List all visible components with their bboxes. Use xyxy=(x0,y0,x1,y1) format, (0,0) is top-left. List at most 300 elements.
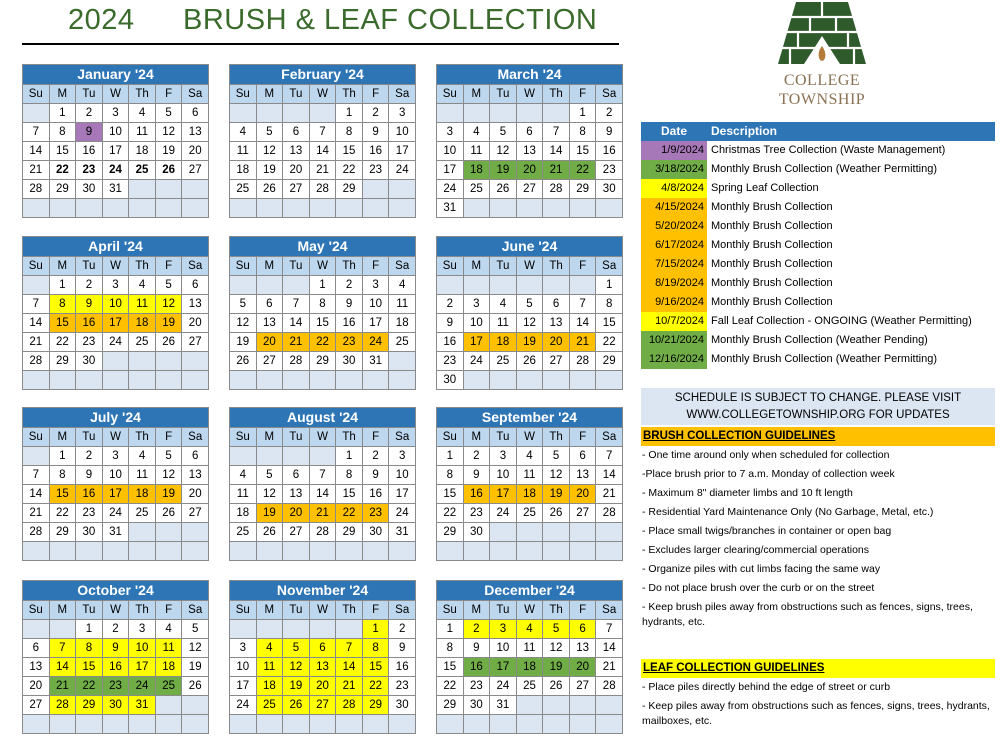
day-cell: 9 xyxy=(103,639,129,657)
day-cell: 5 xyxy=(156,104,182,122)
month-calendar xyxy=(229,407,416,561)
weekday-header: Su xyxy=(437,257,463,275)
day-cell: 25 xyxy=(230,523,256,541)
guideline-item: - Organize piles with cut limbs facing the same way xyxy=(642,563,881,575)
month-title: March '24 xyxy=(437,65,622,84)
empty-cell xyxy=(103,371,129,389)
empty-cell xyxy=(490,371,516,389)
empty-cell xyxy=(389,199,415,217)
day-cell: 26 xyxy=(257,523,283,541)
day-cell: 12 xyxy=(490,142,516,160)
weekday-header: M xyxy=(50,601,76,619)
empty-cell xyxy=(543,542,569,560)
empty-cell xyxy=(570,696,596,714)
day-cell: 1 xyxy=(310,276,336,294)
day-cell: 13 xyxy=(182,295,208,313)
empty-cell xyxy=(50,715,76,733)
day-cell: 26 xyxy=(543,677,569,695)
day-cell: 11 xyxy=(230,485,256,503)
logo-text-township: TOWNSHIP xyxy=(778,91,866,108)
day-cell: 5 xyxy=(543,620,569,638)
weekday-header: Su xyxy=(437,601,463,619)
day-cell: 20 xyxy=(182,142,208,160)
day-cell: 30 xyxy=(336,352,362,370)
weekday-header: Sa xyxy=(182,85,208,103)
day-cell: 9 xyxy=(363,466,389,484)
day-cell: 14 xyxy=(570,314,596,332)
empty-cell xyxy=(50,542,76,560)
day-cell: 28 xyxy=(543,180,569,198)
empty-cell xyxy=(182,180,208,198)
weekday-header: Th xyxy=(543,257,569,275)
day-cell: 29 xyxy=(437,696,463,714)
empty-cell xyxy=(103,715,129,733)
day-cell: 25 xyxy=(257,696,283,714)
empty-cell xyxy=(517,104,543,122)
empty-cell xyxy=(389,542,415,560)
day-cell: 16 xyxy=(464,485,490,503)
weekday-header: F xyxy=(570,428,596,446)
guideline-item: -Place brush prior to 7 a.m. Monday of collection week xyxy=(642,468,895,480)
day-cell: 21 xyxy=(596,485,622,503)
empty-cell xyxy=(490,715,516,733)
schedule-date: 8/19/2024 xyxy=(641,274,707,293)
day-cell: 23 xyxy=(336,333,362,351)
weekday-header: Th xyxy=(543,428,569,446)
day-cell: 13 xyxy=(283,485,309,503)
day-cell: 1 xyxy=(363,620,389,638)
day-cell: 6 xyxy=(517,123,543,141)
day-cell: 11 xyxy=(129,295,155,313)
day-cell: 4 xyxy=(230,466,256,484)
day-cell: 21 xyxy=(310,504,336,522)
month-calendar xyxy=(229,64,416,218)
day-cell: 17 xyxy=(389,142,415,160)
day-cell: 10 xyxy=(437,142,463,160)
day-cell: 10 xyxy=(103,466,129,484)
day-cell: 22 xyxy=(50,504,76,522)
day-cell: 30 xyxy=(363,523,389,541)
empty-cell xyxy=(129,523,155,541)
day-cell: 14 xyxy=(596,466,622,484)
empty-cell xyxy=(336,371,362,389)
empty-cell xyxy=(543,715,569,733)
empty-cell xyxy=(230,620,256,638)
day-cell: 29 xyxy=(76,696,102,714)
weekday-header: Tu xyxy=(76,85,102,103)
day-cell: 27 xyxy=(283,523,309,541)
empty-cell xyxy=(156,352,182,370)
empty-cell xyxy=(310,542,336,560)
month-title: December '24 xyxy=(437,581,622,600)
day-cell: 28 xyxy=(23,523,49,541)
day-cell: 25 xyxy=(464,180,490,198)
day-cell: 2 xyxy=(363,104,389,122)
day-cell: 7 xyxy=(336,639,362,657)
empty-cell xyxy=(156,523,182,541)
month-title: June '24 xyxy=(437,237,622,256)
day-cell: 1 xyxy=(437,447,463,465)
empty-cell xyxy=(156,371,182,389)
empty-cell xyxy=(23,447,49,465)
day-cell: 11 xyxy=(389,295,415,313)
weekday-header: Th xyxy=(129,601,155,619)
day-cell: 29 xyxy=(336,180,362,198)
day-cell: 8 xyxy=(336,123,362,141)
schedule-description: Monthly Brush Collection xyxy=(711,239,833,251)
day-cell: 28 xyxy=(310,180,336,198)
day-cell: 7 xyxy=(596,447,622,465)
month-title: January '24 xyxy=(23,65,208,84)
day-cell: 24 xyxy=(103,504,129,522)
schedule-row xyxy=(641,236,995,255)
month-title: July '24 xyxy=(23,408,208,427)
weekday-header: W xyxy=(103,85,129,103)
day-cell: 13 xyxy=(182,466,208,484)
day-cell: 18 xyxy=(129,142,155,160)
schedule-row xyxy=(641,141,995,160)
day-cell: 10 xyxy=(103,123,129,141)
weekday-header: Sa xyxy=(596,428,622,446)
weekday-header: W xyxy=(103,257,129,275)
day-cell: 28 xyxy=(283,352,309,370)
day-cell: 4 xyxy=(129,447,155,465)
day-cell: 15 xyxy=(336,485,362,503)
weekday-header: W xyxy=(517,257,543,275)
day-cell: 14 xyxy=(50,658,76,676)
day-cell: 3 xyxy=(129,620,155,638)
day-cell: 13 xyxy=(23,658,49,676)
day-cell: 20 xyxy=(283,504,309,522)
weekday-header: Tu xyxy=(76,428,102,446)
empty-cell xyxy=(283,542,309,560)
weekday-header: Tu xyxy=(76,601,102,619)
day-cell: 26 xyxy=(283,696,309,714)
schedule-description: Christmas Tree Collection (Waste Management) xyxy=(711,144,946,156)
empty-cell xyxy=(543,276,569,294)
empty-cell xyxy=(363,542,389,560)
empty-cell xyxy=(283,620,309,638)
empty-cell xyxy=(570,523,596,541)
day-cell: 7 xyxy=(543,123,569,141)
day-cell: 26 xyxy=(517,352,543,370)
empty-cell xyxy=(182,715,208,733)
day-cell: 9 xyxy=(464,466,490,484)
day-cell: 22 xyxy=(76,677,102,695)
day-cell: 7 xyxy=(310,123,336,141)
empty-cell xyxy=(437,715,463,733)
weekday-header: W xyxy=(517,428,543,446)
day-cell: 6 xyxy=(182,276,208,294)
day-cell: 9 xyxy=(76,466,102,484)
empty-cell xyxy=(23,104,49,122)
empty-cell xyxy=(437,104,463,122)
day-cell: 31 xyxy=(129,696,155,714)
day-cell: 27 xyxy=(310,696,336,714)
day-cell: 24 xyxy=(490,504,516,522)
day-cell: 22 xyxy=(596,333,622,351)
day-cell: 25 xyxy=(156,677,182,695)
day-cell: 7 xyxy=(50,639,76,657)
day-cell: 20 xyxy=(283,161,309,179)
empty-cell xyxy=(437,276,463,294)
month-title: August '24 xyxy=(230,408,415,427)
day-cell: 4 xyxy=(129,276,155,294)
day-cell: 14 xyxy=(310,142,336,160)
weekday-header: F xyxy=(156,85,182,103)
empty-cell xyxy=(257,199,283,217)
weekday-header: Tu xyxy=(283,428,309,446)
schedule-date: 3/18/2024 xyxy=(641,160,707,179)
day-cell: 30 xyxy=(437,371,463,389)
day-cell: 20 xyxy=(543,333,569,351)
day-cell: 29 xyxy=(310,352,336,370)
day-cell: 6 xyxy=(257,295,283,313)
day-cell: 25 xyxy=(517,677,543,695)
day-cell: 19 xyxy=(156,314,182,332)
empty-cell xyxy=(570,715,596,733)
empty-cell xyxy=(76,371,102,389)
weekday-header: Tu xyxy=(283,257,309,275)
day-cell: 23 xyxy=(76,504,102,522)
weekday-header: Th xyxy=(129,428,155,446)
notice-line-2: WWW.COLLEGETOWNSHIP.ORG FOR UPDATES xyxy=(686,409,950,421)
day-cell: 1 xyxy=(570,104,596,122)
day-cell: 21 xyxy=(23,333,49,351)
month-calendar xyxy=(436,407,623,561)
day-cell: 25 xyxy=(517,504,543,522)
brick-a-logo-icon xyxy=(776,0,868,66)
day-cell: 8 xyxy=(50,295,76,313)
day-cell: 2 xyxy=(464,447,490,465)
schedule-row xyxy=(641,160,995,179)
day-cell: 15 xyxy=(336,142,362,160)
day-cell: 26 xyxy=(156,333,182,351)
day-cell: 8 xyxy=(50,123,76,141)
weekday-header: Sa xyxy=(389,601,415,619)
schedule-description: Monthly Brush Collection xyxy=(711,201,833,213)
day-cell: 4 xyxy=(230,123,256,141)
weekday-header: F xyxy=(156,428,182,446)
empty-cell xyxy=(23,542,49,560)
weekday-header: F xyxy=(363,601,389,619)
weekday-header: Tu xyxy=(283,601,309,619)
schedule-date: 6/17/2024 xyxy=(641,236,707,255)
day-cell: 10 xyxy=(490,639,516,657)
guideline-item: - Maximum 8" diameter limbs and 10 ft length xyxy=(642,487,853,499)
day-cell: 14 xyxy=(596,639,622,657)
empty-cell xyxy=(50,620,76,638)
empty-cell xyxy=(363,180,389,198)
weekday-header: Th xyxy=(129,85,155,103)
schedule-table-header xyxy=(641,122,995,141)
day-cell: 1 xyxy=(596,276,622,294)
empty-cell xyxy=(596,542,622,560)
day-cell: 17 xyxy=(129,658,155,676)
day-cell: 30 xyxy=(76,523,102,541)
empty-cell xyxy=(129,715,155,733)
day-cell: 8 xyxy=(437,639,463,657)
weekday-header: W xyxy=(310,428,336,446)
day-cell: 24 xyxy=(389,504,415,522)
weekday-header: Sa xyxy=(182,428,208,446)
day-cell: 10 xyxy=(389,466,415,484)
day-cell: 8 xyxy=(437,466,463,484)
empty-cell xyxy=(182,696,208,714)
guideline-item: - Keep piles away from obstructions such as fences, signs, trees, hydrants, mailboxes, etc. xyxy=(642,700,990,727)
weekday-header: M xyxy=(257,428,283,446)
date-column-header: Date xyxy=(660,124,687,138)
schedule-date: 5/20/2024 xyxy=(641,217,707,236)
day-cell: 10 xyxy=(464,314,490,332)
day-cell: 12 xyxy=(517,314,543,332)
logo-text-college: COLLEGE xyxy=(783,72,861,89)
day-cell: 19 xyxy=(490,161,516,179)
day-cell: 18 xyxy=(230,161,256,179)
empty-cell xyxy=(490,276,516,294)
weekday-header: Sa xyxy=(389,85,415,103)
weekday-header: Sa xyxy=(182,601,208,619)
day-cell: 10 xyxy=(490,466,516,484)
empty-cell xyxy=(517,199,543,217)
day-cell: 2 xyxy=(76,276,102,294)
weekday-header: W xyxy=(310,85,336,103)
day-cell: 15 xyxy=(50,485,76,503)
day-cell: 11 xyxy=(156,639,182,657)
day-cell: 20 xyxy=(570,658,596,676)
guideline-item: - Excludes larger clearing/commercial operations xyxy=(642,544,870,556)
empty-cell xyxy=(517,276,543,294)
day-cell: 29 xyxy=(570,180,596,198)
day-cell: 3 xyxy=(464,295,490,313)
day-cell: 30 xyxy=(464,696,490,714)
day-cell: 24 xyxy=(129,677,155,695)
day-cell: 21 xyxy=(23,161,49,179)
weekday-header: F xyxy=(570,601,596,619)
day-cell: 13 xyxy=(543,314,569,332)
empty-cell xyxy=(490,199,516,217)
weekday-header: Su xyxy=(23,428,49,446)
guideline-item: - Keep brush piles away from obstructions such as fences, signs, trees, hydrants, etc. xyxy=(642,601,973,628)
notice-line-1: SCHEDULE IS SUBJECT TO CHANGE. PLEASE VISIT xyxy=(674,392,962,404)
day-cell: 17 xyxy=(490,485,516,503)
empty-cell xyxy=(464,542,490,560)
month-title: October '24 xyxy=(23,581,208,600)
day-cell: 28 xyxy=(596,504,622,522)
empty-cell xyxy=(103,352,129,370)
day-cell: 1 xyxy=(336,104,362,122)
day-cell: 6 xyxy=(570,620,596,638)
day-cell: 2 xyxy=(76,104,102,122)
empty-cell xyxy=(283,715,309,733)
empty-cell xyxy=(517,696,543,714)
day-cell: 18 xyxy=(129,485,155,503)
weekday-header: F xyxy=(363,257,389,275)
empty-cell xyxy=(336,715,362,733)
day-cell: 6 xyxy=(182,447,208,465)
empty-cell xyxy=(23,620,49,638)
day-cell: 31 xyxy=(437,199,463,217)
schedule-description: Monthly Brush Collection xyxy=(711,277,833,289)
schedule-row xyxy=(641,255,995,274)
weekday-header: Su xyxy=(23,85,49,103)
day-cell: 26 xyxy=(543,504,569,522)
month-calendar xyxy=(22,236,209,390)
day-cell: 17 xyxy=(103,485,129,503)
empty-cell xyxy=(156,696,182,714)
day-cell: 21 xyxy=(50,677,76,695)
day-cell: 21 xyxy=(23,504,49,522)
day-cell: 30 xyxy=(103,696,129,714)
day-cell: 20 xyxy=(23,677,49,695)
schedule-row xyxy=(641,217,995,236)
schedule-table xyxy=(641,122,995,369)
month-title: May '24 xyxy=(230,237,415,256)
guideline-item: - Place small twigs/branches in container or open bag xyxy=(642,525,892,537)
day-cell: 1 xyxy=(437,620,463,638)
weekday-header: F xyxy=(570,85,596,103)
empty-cell xyxy=(129,199,155,217)
day-cell: 26 xyxy=(156,504,182,522)
day-cell: 26 xyxy=(156,161,182,179)
day-cell: 13 xyxy=(257,314,283,332)
day-cell: 16 xyxy=(437,333,463,351)
day-cell: 5 xyxy=(182,620,208,638)
day-cell: 9 xyxy=(464,639,490,657)
day-cell: 12 xyxy=(543,639,569,657)
day-cell: 2 xyxy=(336,276,362,294)
weekday-header: Tu xyxy=(490,257,516,275)
day-cell: 11 xyxy=(517,466,543,484)
day-cell: 15 xyxy=(310,314,336,332)
day-cell: 16 xyxy=(76,485,102,503)
empty-cell xyxy=(257,447,283,465)
day-cell: 5 xyxy=(283,639,309,657)
empty-cell xyxy=(543,696,569,714)
day-cell: 28 xyxy=(570,352,596,370)
day-cell: 13 xyxy=(570,639,596,657)
day-cell: 30 xyxy=(389,696,415,714)
weekday-header: Su xyxy=(230,601,256,619)
weekday-header: M xyxy=(464,85,490,103)
day-cell: 18 xyxy=(517,658,543,676)
schedule-date: 9/16/2024 xyxy=(641,293,707,312)
day-cell: 14 xyxy=(543,142,569,160)
day-cell: 27 xyxy=(182,161,208,179)
weekday-header: W xyxy=(517,601,543,619)
weekday-header: M xyxy=(464,601,490,619)
empty-cell xyxy=(596,696,622,714)
empty-cell xyxy=(283,276,309,294)
day-cell: 1 xyxy=(76,620,102,638)
weekday-header: M xyxy=(257,257,283,275)
day-cell: 22 xyxy=(363,677,389,695)
empty-cell xyxy=(230,371,256,389)
schedule-date: 10/21/2024 xyxy=(641,331,707,350)
day-cell: 17 xyxy=(389,485,415,503)
weekday-header: Th xyxy=(336,601,362,619)
day-cell: 27 xyxy=(570,677,596,695)
day-cell: 17 xyxy=(103,142,129,160)
day-cell: 5 xyxy=(490,123,516,141)
day-cell: 23 xyxy=(76,161,102,179)
day-cell: 8 xyxy=(363,639,389,657)
empty-cell xyxy=(76,715,102,733)
day-cell: 8 xyxy=(336,466,362,484)
day-cell: 3 xyxy=(103,276,129,294)
day-cell: 27 xyxy=(570,504,596,522)
weekday-header: F xyxy=(156,257,182,275)
